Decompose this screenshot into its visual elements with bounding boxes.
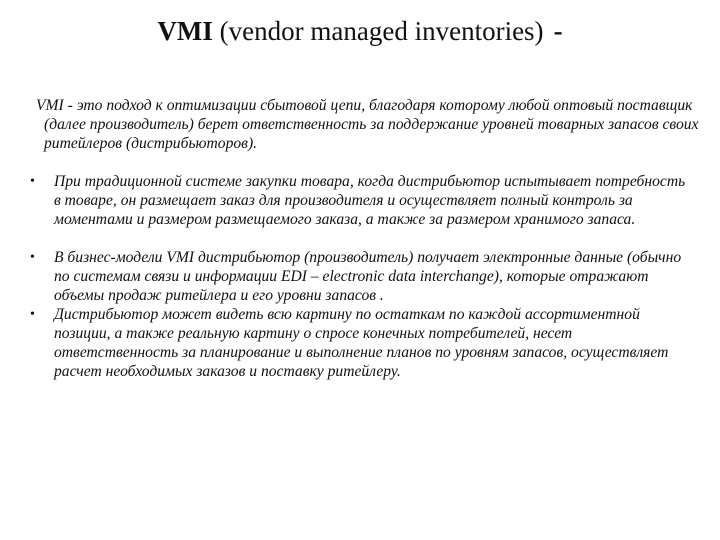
- bullet-item: [30, 172, 688, 229]
- bullet-text: При традиционной системе закупки товара, когда дистрибьютор испытывает потребность в товаре, он размещает заказ для производителя и осуществляет полный контроль за моментами и размером размещаемого заказа, а также за размером хранимого запаса.: [54, 173, 686, 228]
- bullet-text: В бизнес-модели VMI дистрибьютор (производитель) получает электронные данные (обычно по системам связи и информации EDI – electronic data interchange), которые отражают объемы продаж ритейлера и его уровни запасов .: [54, 249, 682, 304]
- slide-title: [0, 14, 720, 48]
- bullet-item: [30, 248, 688, 305]
- bullet-list: [0, 172, 720, 381]
- slide-body: [0, 96, 720, 381]
- bullet-marker: •: [30, 307, 35, 322]
- title-expansion: (vendor managed inventories): [219, 16, 544, 46]
- title-acronym: VMI: [157, 16, 213, 46]
- intro-paragraph: VMI - это подход к оптимизации сбытовой цепи, благодаря которому любой оптовый поставщик (далее производитель) берет ответственность за поддержание уровней товарных запасов своих ритейлеров (дистрибьюторов).: [36, 97, 699, 152]
- bullet-marker: •: [30, 250, 35, 265]
- title-dash: -: [553, 16, 563, 46]
- bullet-marker: •: [30, 174, 35, 189]
- bullet-item: [30, 305, 688, 381]
- bullet-text: Дистрибьютор может видеть всю картину по остаткам по каждой ассортиментной позиции, а также реальную картину о спросе конечных потребителей, несет ответственность за планирование и выполнение планов по уровням запасов, осуществляет расчет необходимых заказов и поставку ритейлеру.: [54, 306, 669, 380]
